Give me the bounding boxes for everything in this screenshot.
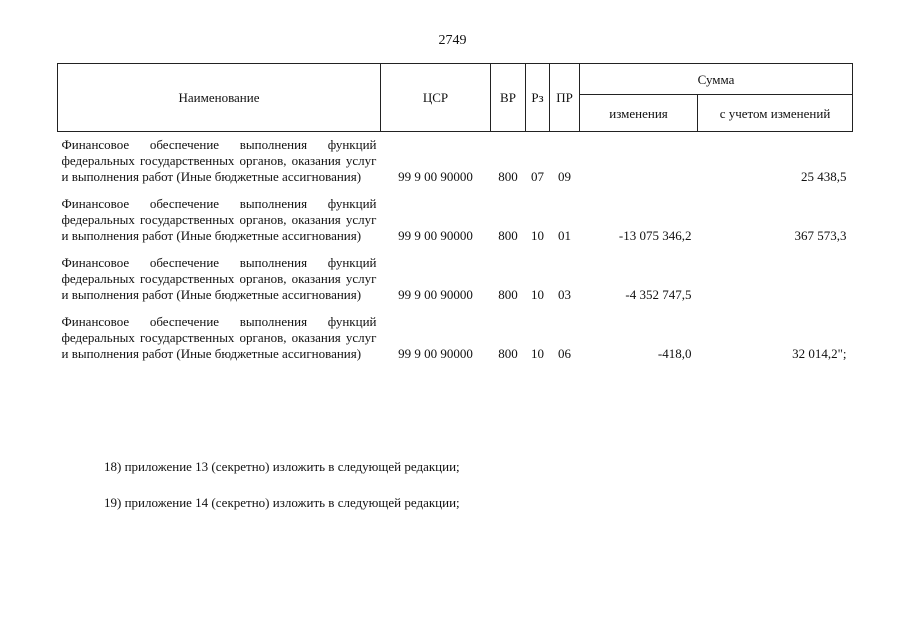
table-row: [58, 191, 853, 250]
row-rz: 10: [531, 346, 544, 361]
row-rz: 10: [531, 287, 544, 302]
row-name: Финансовое обеспечение выполнения функций федеральных государственных органов, оказания услуг и выполнения работ (Иные бюджетные ассигнования): [61, 196, 377, 243]
row-pr: 01: [558, 228, 571, 243]
header-change: изменения: [580, 95, 698, 132]
header-rz: Рз: [526, 64, 550, 132]
table-header: [58, 64, 853, 132]
row-with-changes: 32 014,2";: [792, 346, 847, 361]
paragraph-appendix-14: 19) приложение 14 (секретно) изложить в следующей редакции;: [104, 495, 460, 510]
row-name: Финансовое обеспечение выполнения функций федеральных государственных органов, оказания услуг и выполнения работ (Иные бюджетные ассигнования): [61, 314, 377, 361]
row-pr: 03: [558, 287, 571, 302]
table-row: [58, 132, 853, 192]
header-with-changes: с учетом изменений: [698, 95, 853, 132]
page-number: 2749: [438, 33, 467, 48]
header-csr: ЦСР: [381, 64, 491, 132]
budget-table: [57, 63, 853, 368]
row-with-changes: 25 438,5: [801, 169, 847, 184]
table-row: [58, 250, 853, 309]
table-row: [58, 309, 853, 368]
header-sum: Сумма: [580, 64, 853, 95]
row-change: -13 075 346,2: [618, 228, 692, 243]
row-change: -418,0: [657, 346, 692, 361]
row-vr: 800: [498, 169, 518, 184]
row-name: Финансовое обеспечение выполнения функций федеральных государственных органов, оказания услуг и выполнения работ (Иные бюджетные ассигнования): [61, 255, 377, 302]
row-vr: 800: [498, 287, 518, 302]
table-body: [58, 132, 853, 369]
row-csr: 99 9 00 90000: [398, 287, 473, 302]
row-change: [580, 132, 698, 192]
row-with-changes: 367 573,3: [794, 228, 847, 243]
row-csr: 99 9 00 90000: [398, 228, 473, 243]
row-csr: 99 9 00 90000: [398, 346, 473, 361]
row-change: -4 352 747,5: [625, 287, 692, 302]
row-pr: 06: [558, 346, 571, 361]
row-vr: 800: [498, 228, 518, 243]
header-pr: ПР: [550, 64, 580, 132]
row-rz: 07: [531, 169, 544, 184]
row-with-changes: [698, 250, 853, 309]
header-name: Наименование: [58, 64, 381, 132]
paragraph-appendix-13: 18) приложение 13 (секретно) изложить в следующей редакции;: [104, 459, 460, 474]
row-csr: 99 9 00 90000: [398, 169, 473, 184]
row-pr: 09: [558, 169, 571, 184]
row-name: Финансовое обеспечение выполнения функций федеральных государственных органов, оказания услуг и выполнения работ (Иные бюджетные ассигнования): [61, 137, 377, 184]
row-rz: 10: [531, 228, 544, 243]
header-vr: ВР: [491, 64, 526, 132]
row-vr: 800: [498, 346, 518, 361]
